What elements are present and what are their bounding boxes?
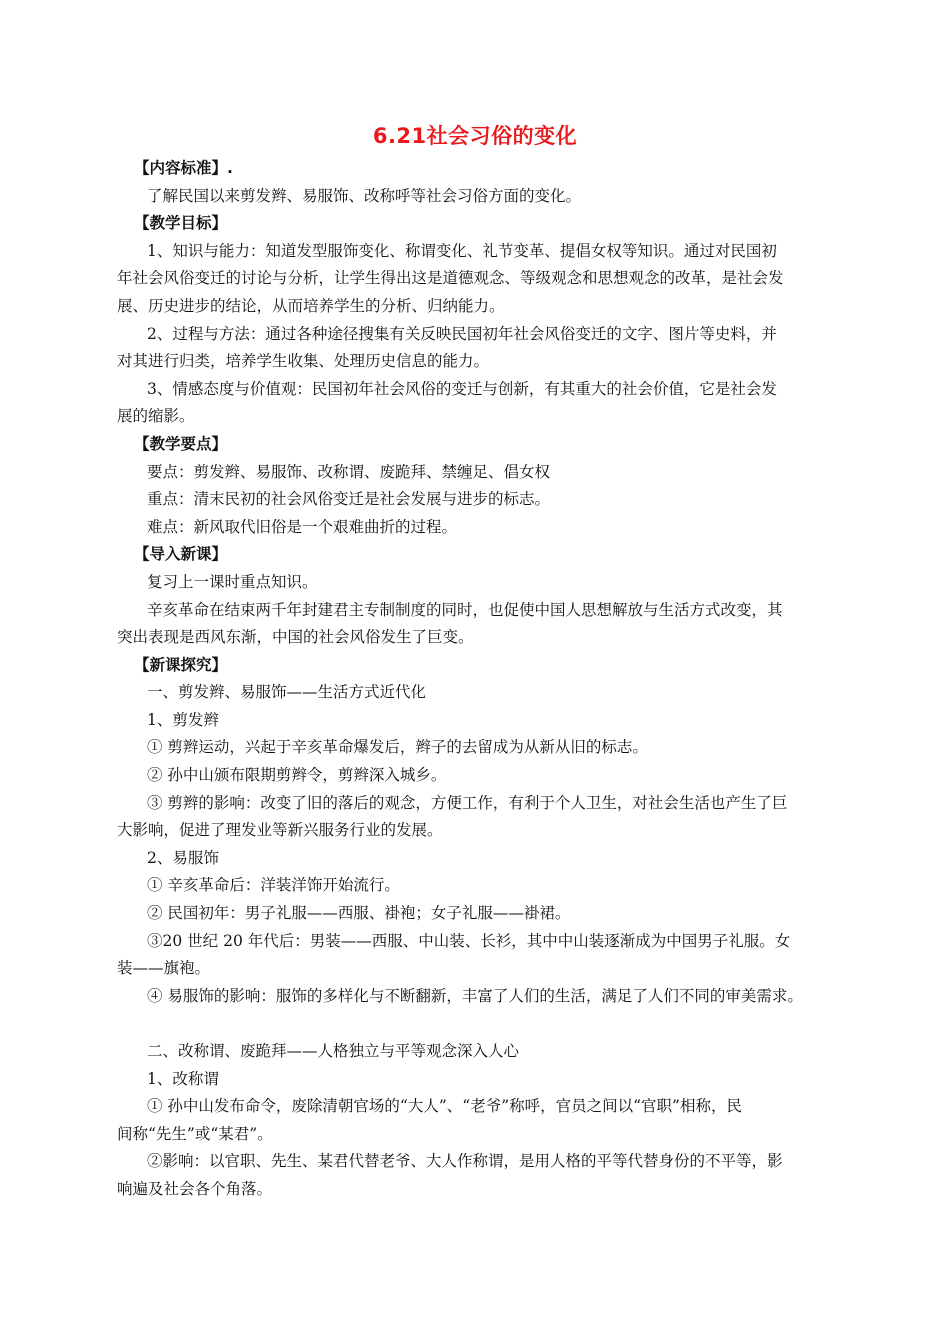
paragraph-line: 1、剪发辫 [147, 710, 219, 729]
section-heading: 【教学要点】 [134, 434, 228, 453]
paragraph-line: 3、情感态度与价值观：民国初年社会风俗的变迁与创新，有其重大的社会价值，它是社会发 [147, 379, 777, 398]
paragraph-line: 响遍及社会各个角落。 [117, 1179, 273, 1198]
paragraph-line: 间称“先生”或“某君”。 [117, 1124, 273, 1143]
paragraph-line: ① 辛亥革命后：洋装洋饰开始流行。 [147, 876, 400, 895]
paragraph-line: ② 民国初年：男子礼服——西服、褂袍；女子礼服——褂裙。 [147, 904, 571, 923]
paragraph-line: 大影响，促进了理发业等新兴服务行业的发展。 [117, 821, 443, 840]
document-body [117, 155, 845, 1204]
paragraph-line: 1、改称谓 [147, 1069, 219, 1088]
paragraph-line: 一、剪发辫、易服饰——生活方式近代化 [147, 683, 427, 702]
paragraph-line: 二、改称谓、废跪拜——人格独立与平等观念深入人心 [147, 1042, 520, 1060]
blank-line [117, 1010, 845, 1038]
paragraph-line: 装——旗袍。 [117, 959, 211, 978]
paragraph-line: 辛亥革命在结束两千年封建君主专制制度的同时，也促使中国人思想解放与生活方式改变，其 [147, 600, 783, 619]
paragraph-line: 2、过程与方法：通过各种途径搜集有关反映民国初年社会风俗变迁的文字、图片等史料，并 [147, 324, 777, 343]
paragraph-line: 突出表现是西风东渐，中国的社会风俗发生了巨变。 [117, 628, 474, 647]
paragraph-line: 1、知识与能力：知道发型服饰变化、称谓变化、礼节变革、提倡女权等知识。通过对民国初 [147, 241, 777, 260]
paragraph-line: ① 剪辫运动，兴起于辛亥革命爆发后，辫子的去留成为从新从旧的标志。 [147, 738, 648, 757]
section-heading: 【导入新课】 [134, 545, 228, 564]
paragraph-line: ②影响：以官职、先生、某君代替老爷、大人作称谓，是用人格的平等代替身份的不平等，影 [147, 1152, 783, 1171]
paragraph-line: 对其进行归类，培养学生收集、处理历史信息的能力。 [117, 352, 490, 371]
paragraph-line: 展的缩影。 [117, 407, 195, 426]
section-heading: 【内容标准】. [134, 159, 233, 177]
paragraph-line: 要点：剪发辫、易服饰、改称谓、废跪拜、禁缠足、倡女权 [147, 462, 551, 481]
paragraph-line: 复习上一课时重点知识。 [147, 572, 318, 591]
paragraph-line: ③20 世纪 20 年代后：男装——西服、中山装、长衫，其中中山装逐渐成为中国男子礼服。女 [147, 931, 791, 950]
paragraph-line: 难点：新风取代旧俗是一个艰难曲折的过程。 [147, 517, 458, 536]
paragraph-line: 年社会风俗变迁的讨论与分析，让学生得出这是道德观念、等级观念和思想观念的改革，是社会发 [117, 269, 784, 288]
section-heading: 【教学目标】 [134, 214, 228, 233]
paragraph-line: ② 孙中山颁布限期剪辫令，剪辫深入城乡。 [147, 766, 447, 785]
section-heading: 【新课探究】 [134, 655, 228, 674]
paragraph-line: 了解民国以来剪发辫、易服饰、改称呼等社会习俗方面的变化。 [147, 186, 582, 205]
page-title: 6.21社会习俗的变化 [372, 124, 578, 148]
paragraph-line: ③ 剪辫的影响：改变了旧的落后的观念，方便工作，有利于个人卫生，对社会生活也产生了巨 [147, 793, 788, 812]
paragraph-line: ① 孙中山发布命令，废除清朝官场的“大人”、“老爷”称呼，官员之间以“官职”相称，民 [147, 1097, 742, 1116]
paragraph-line: ④ 易服饰的影响：服饰的多样化与不断翻新，丰富了人们的生活，满足了人们不同的审美需求。 [147, 986, 803, 1005]
paragraph-line: 重点：清末民初的社会风俗变迁是社会发展与进步的标志。 [147, 490, 551, 509]
paragraph-line: 展、历史进步的结论，从而培养学生的分析、归纳能力。 [117, 296, 505, 315]
paragraph-line: 2、易服饰 [147, 848, 219, 867]
